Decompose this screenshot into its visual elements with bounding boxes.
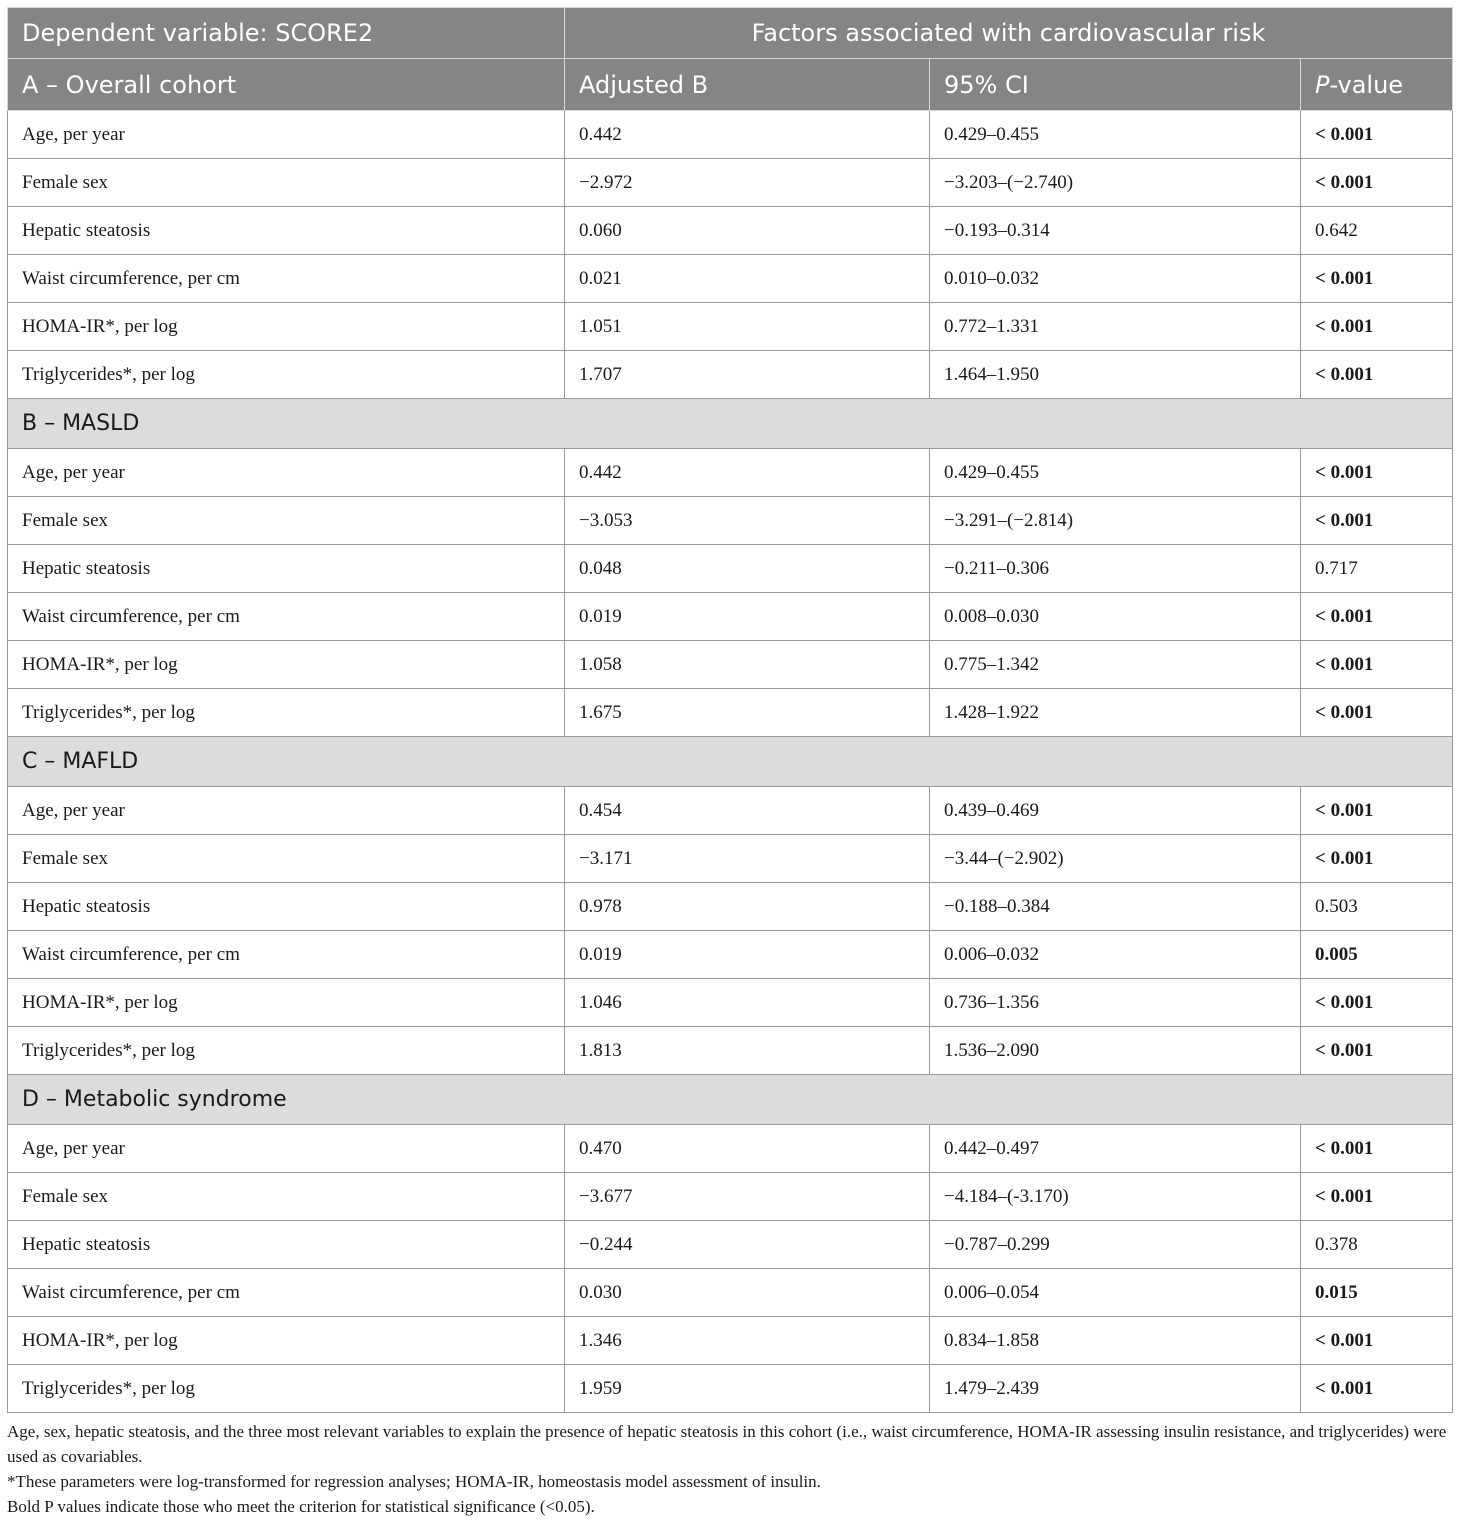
- ci-header: 95% CI: [930, 59, 1301, 111]
- variable-cell: HOMA-IR*, per log: [8, 641, 565, 689]
- adjusted-b-cell: 1.346: [565, 1317, 930, 1365]
- section-title: D – Metabolic syndrome: [8, 1075, 1453, 1125]
- adjusted-b-header: Adjusted B: [565, 59, 930, 111]
- table-row: [8, 689, 1453, 737]
- section-title: C – MAFLD: [8, 737, 1453, 787]
- p-value-cell: 0.717: [1301, 545, 1453, 593]
- section-header-row: [8, 1075, 1453, 1125]
- section-header-row: [8, 737, 1453, 787]
- adjusted-b-cell: 1.046: [565, 979, 930, 1027]
- p-value-cell: 0.503: [1301, 883, 1453, 931]
- variable-cell: Waist circumference, per cm: [8, 931, 565, 979]
- ci-cell: 0.442–0.497: [930, 1125, 1301, 1173]
- adjusted-b-cell: 0.470: [565, 1125, 930, 1173]
- p-value-header: [1301, 59, 1453, 111]
- factors-header: Factors associated with cardiovascular risk: [565, 8, 1453, 59]
- ci-cell: 0.429–0.455: [930, 111, 1301, 159]
- p-value-cell: < 0.001: [1301, 1365, 1453, 1413]
- adjusted-b-cell: 0.454: [565, 787, 930, 835]
- variable-cell: Triglycerides*, per log: [8, 351, 565, 399]
- table-row: [8, 931, 1453, 979]
- p-value-cell: < 0.001: [1301, 787, 1453, 835]
- table-body: [8, 111, 1453, 1413]
- ci-cell: 0.772–1.331: [930, 303, 1301, 351]
- table-row: [8, 545, 1453, 593]
- variable-cell: Female sex: [8, 1173, 565, 1221]
- table-row: [8, 351, 1453, 399]
- adjusted-b-cell: 1.051: [565, 303, 930, 351]
- table-row: [8, 883, 1453, 931]
- adjusted-b-cell: 0.019: [565, 593, 930, 641]
- ci-cell: −3.203–(−2.740): [930, 159, 1301, 207]
- variable-cell: Age, per year: [8, 449, 565, 497]
- variable-cell: HOMA-IR*, per log: [8, 303, 565, 351]
- ci-cell: −3.291–(−2.814): [930, 497, 1301, 545]
- adjusted-b-cell: 0.021: [565, 255, 930, 303]
- ci-cell: 0.736–1.356: [930, 979, 1301, 1027]
- ci-cell: 0.775–1.342: [930, 641, 1301, 689]
- ci-cell: −0.193–0.314: [930, 207, 1301, 255]
- p-italic: P: [1315, 70, 1330, 99]
- p-suffix: -value: [1329, 70, 1404, 99]
- footnote-log-transform: *These parameters were log-transformed for regression analyses; HOMA-IR, homeostasis model assessment of insulin.: [7, 1472, 821, 1491]
- section-a-header: A – Overall cohort: [8, 59, 565, 111]
- variable-cell: Triglycerides*, per log: [8, 1027, 565, 1075]
- ci-cell: 1.479–2.439: [930, 1365, 1301, 1413]
- p-value-cell: < 0.001: [1301, 111, 1453, 159]
- adjusted-b-cell: −3.053: [565, 497, 930, 545]
- adjusted-b-cell: 0.030: [565, 1269, 930, 1317]
- ci-cell: −0.787–0.299: [930, 1221, 1301, 1269]
- footnote-covariables: Age, sex, hepatic steatosis, and the three most relevant variables to explain the presence of hepatic steatosis in this cohort (i.e., waist circumference, HOMA-IR assessing insulin resistance, and triglycerides) were used as covariables.: [7, 1422, 1447, 1466]
- variable-cell: Triglycerides*, per log: [8, 1365, 565, 1413]
- p-value-cell: < 0.001: [1301, 593, 1453, 641]
- section-header-row: [8, 399, 1453, 449]
- adjusted-b-cell: −3.677: [565, 1173, 930, 1221]
- p-value-cell: < 0.001: [1301, 497, 1453, 545]
- variable-cell: Waist circumference, per cm: [8, 1269, 565, 1317]
- adjusted-b-cell: 1.959: [565, 1365, 930, 1413]
- section-title: B – MASLD: [8, 399, 1453, 449]
- p-value-cell: 0.005: [1301, 931, 1453, 979]
- variable-cell: Female sex: [8, 159, 565, 207]
- variable-cell: Hepatic steatosis: [8, 545, 565, 593]
- adjusted-b-cell: −3.171: [565, 835, 930, 883]
- adjusted-b-cell: 1.675: [565, 689, 930, 737]
- ci-cell: 0.006–0.054: [930, 1269, 1301, 1317]
- p-value-cell: < 0.001: [1301, 835, 1453, 883]
- table-row: [8, 1027, 1453, 1075]
- variable-cell: Hepatic steatosis: [8, 1221, 565, 1269]
- ci-cell: −4.184–(-3.170): [930, 1173, 1301, 1221]
- adjusted-b-cell: 0.060: [565, 207, 930, 255]
- header-row-1: [8, 8, 1453, 59]
- ci-cell: 0.008–0.030: [930, 593, 1301, 641]
- table-row: [8, 787, 1453, 835]
- ci-cell: 1.536–2.090: [930, 1027, 1301, 1075]
- ci-cell: 0.010–0.032: [930, 255, 1301, 303]
- adjusted-b-cell: 1.813: [565, 1027, 930, 1075]
- dependent-variable-header: Dependent variable: SCORE2: [8, 8, 565, 59]
- variable-cell: Triglycerides*, per log: [8, 689, 565, 737]
- adjusted-b-cell: 0.048: [565, 545, 930, 593]
- variable-cell: Female sex: [8, 835, 565, 883]
- ci-cell: −0.188–0.384: [930, 883, 1301, 931]
- table-row: [8, 1269, 1453, 1317]
- variable-cell: Hepatic steatosis: [8, 207, 565, 255]
- p-value-cell: < 0.001: [1301, 641, 1453, 689]
- footnote-bold: Bold P values indicate those who meet the criterion for statistical significance (<0.05).: [7, 1497, 595, 1516]
- table-row: [8, 303, 1453, 351]
- header-row-2: [8, 59, 1453, 111]
- variable-cell: Waist circumference, per cm: [8, 255, 565, 303]
- ci-cell: 0.834–1.858: [930, 1317, 1301, 1365]
- ci-cell: 0.006–0.032: [930, 931, 1301, 979]
- p-value-cell: < 0.001: [1301, 255, 1453, 303]
- ci-cell: 1.428–1.922: [930, 689, 1301, 737]
- variable-cell: Age, per year: [8, 1125, 565, 1173]
- p-value-cell: 0.015: [1301, 1269, 1453, 1317]
- ci-cell: −0.211–0.306: [930, 545, 1301, 593]
- table-row: [8, 1221, 1453, 1269]
- ci-cell: 0.429–0.455: [930, 449, 1301, 497]
- p-value-cell: 0.378: [1301, 1221, 1453, 1269]
- p-value-cell: 0.642: [1301, 207, 1453, 255]
- regression-table: [7, 7, 1453, 1413]
- p-value-cell: < 0.001: [1301, 1027, 1453, 1075]
- variable-cell: Hepatic steatosis: [8, 883, 565, 931]
- adjusted-b-cell: 0.019: [565, 931, 930, 979]
- table-row: [8, 835, 1453, 883]
- variable-cell: Age, per year: [8, 111, 565, 159]
- adjusted-b-cell: −2.972: [565, 159, 930, 207]
- adjusted-b-cell: 1.058: [565, 641, 930, 689]
- variable-cell: HOMA-IR*, per log: [8, 1317, 565, 1365]
- adjusted-b-cell: 0.442: [565, 449, 930, 497]
- variable-cell: HOMA-IR*, per log: [8, 979, 565, 1027]
- variable-cell: Waist circumference, per cm: [8, 593, 565, 641]
- footnotes: [7, 1419, 1452, 1519]
- table-row: [8, 979, 1453, 1027]
- table-row: [8, 497, 1453, 545]
- table-row: [8, 111, 1453, 159]
- table-row: [8, 1365, 1453, 1413]
- table-row: [8, 255, 1453, 303]
- p-value-cell: < 0.001: [1301, 351, 1453, 399]
- table-row: [8, 207, 1453, 255]
- table-row: [8, 449, 1453, 497]
- ci-cell: −3.44–(−2.902): [930, 835, 1301, 883]
- p-value-cell: < 0.001: [1301, 449, 1453, 497]
- table-row: [8, 1125, 1453, 1173]
- p-value-cell: < 0.001: [1301, 303, 1453, 351]
- p-value-cell: < 0.001: [1301, 1173, 1453, 1221]
- p-value-cell: < 0.001: [1301, 689, 1453, 737]
- adjusted-b-cell: 0.978: [565, 883, 930, 931]
- p-value-cell: < 0.001: [1301, 1317, 1453, 1365]
- table-row: [8, 1173, 1453, 1221]
- adjusted-b-cell: 0.442: [565, 111, 930, 159]
- ci-cell: 0.439–0.469: [930, 787, 1301, 835]
- table-row: [8, 641, 1453, 689]
- p-value-cell: < 0.001: [1301, 979, 1453, 1027]
- table-container: [7, 7, 1452, 1519]
- table-row: [8, 1317, 1453, 1365]
- variable-cell: Age, per year: [8, 787, 565, 835]
- table-row: [8, 593, 1453, 641]
- adjusted-b-cell: −0.244: [565, 1221, 930, 1269]
- p-value-cell: < 0.001: [1301, 159, 1453, 207]
- table-row: [8, 159, 1453, 207]
- adjusted-b-cell: 1.707: [565, 351, 930, 399]
- ci-cell: 1.464–1.950: [930, 351, 1301, 399]
- variable-cell: Female sex: [8, 497, 565, 545]
- p-value-cell: < 0.001: [1301, 1125, 1453, 1173]
